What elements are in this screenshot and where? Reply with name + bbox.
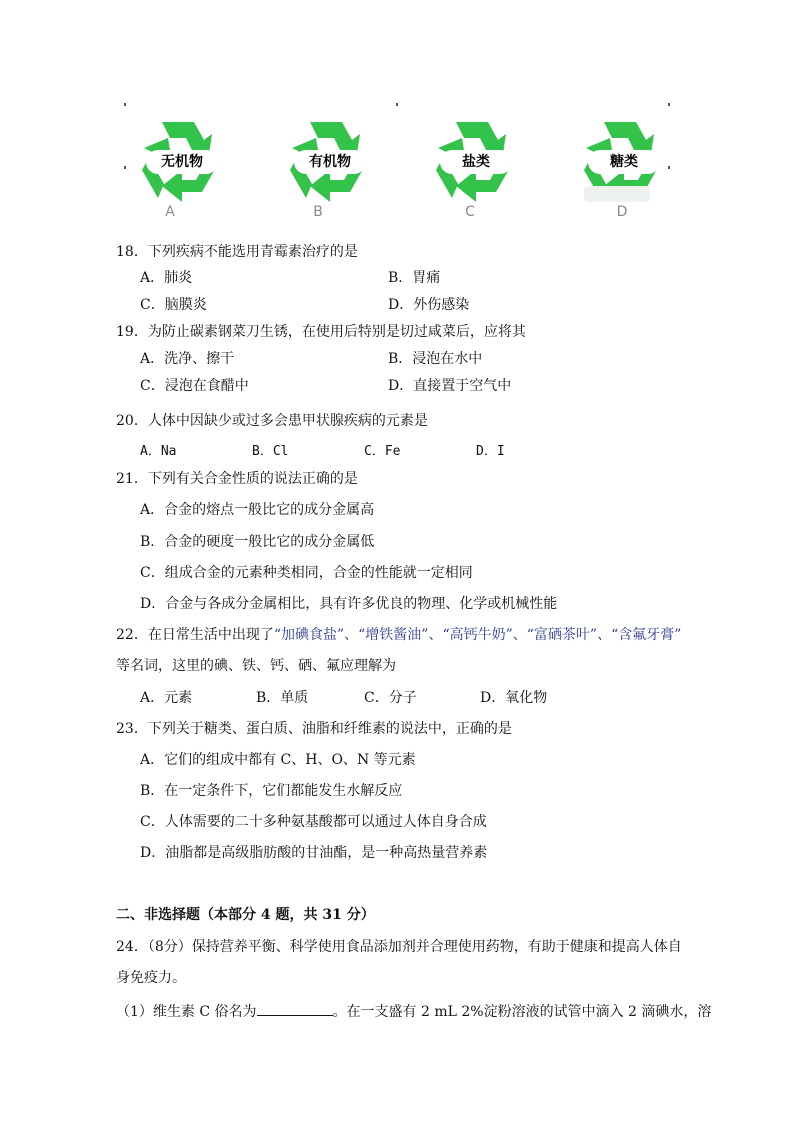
- q21-option-b: B．合金的硬度一般比它的成分金属低: [140, 534, 375, 550]
- logo-label: 糖类: [588, 150, 660, 174]
- q20-option-b: B．Cl: [252, 444, 289, 459]
- question-24-line2: 身免疫力。: [116, 970, 186, 986]
- q23-option-a: A．它们的组成中都有 C、H、O、N 等元素: [140, 752, 416, 768]
- q21-option-a: A．合金的熔点一般比它的成分金属高: [140, 502, 375, 518]
- q23-option-c: C．人体需要的二十多种氨基酸都可以通过人体自身合成: [140, 814, 487, 830]
- question-24-sub1: [116, 1001, 711, 1022]
- question-23-stem: 23．下列关于糖类、蛋白质、油脂和纤维素的说法中，正确的是: [116, 721, 512, 737]
- logo-letter: B: [313, 204, 323, 220]
- scan-mark: [396, 103, 398, 106]
- q24-sub1-suffix: 。在一支盛有 2 mL 2%淀粉溶液的试管中滴入 2 滴碘水，溶: [332, 1004, 712, 1020]
- logo-label: 无机物: [146, 150, 218, 174]
- question-24-line1: 24．（8分）保持营养平衡、科学使用食品添加剂并合理使用药物，有助于健康和提高人体自: [116, 939, 682, 955]
- q20-option-c: C．Fe: [364, 444, 401, 459]
- recycle-logo-a: [132, 112, 232, 212]
- q22-option-d: D．氧化物: [480, 690, 548, 706]
- q19-option-c: C．浸泡在食醋中: [140, 378, 249, 394]
- question-22-stem-line2: 等名词，这里的碘、铁、钙、硒、氟应理解为: [116, 658, 396, 674]
- logo-letter: A: [165, 204, 175, 220]
- q23-option-b: B．在一定条件下，它们都能发生水解反应: [140, 783, 403, 799]
- scan-mark: [124, 103, 126, 106]
- answer-blank[interactable]: [257, 1001, 333, 1016]
- q24-sub1-prefix: （1）维生素 C 俗名为: [116, 1004, 257, 1020]
- question-22-stem: [116, 625, 681, 645]
- q18-option-d: D．外伤感染: [388, 297, 470, 313]
- q22-stem-prefix: 22．在日常生活中出现了: [116, 627, 274, 643]
- q22-option-c: C．分子: [364, 690, 417, 706]
- q19-option-b: B．浸泡在水中: [388, 351, 483, 367]
- question-18-stem: 18．下列疾病不能选用青霉素治疗的是: [116, 244, 358, 260]
- q19-option-a: A．洗净、擦干: [140, 351, 235, 367]
- logo-letter: C: [465, 204, 475, 220]
- q18-option-b: B．胃痛: [388, 270, 441, 286]
- q18-option-c: C．脑膜炎: [140, 297, 207, 313]
- recycle-logo-c: [426, 112, 526, 212]
- q19-option-d: D．直接置于空气中: [388, 378, 512, 394]
- question-21-stem: 21．下列有关合金性质的说法正确的是: [116, 471, 358, 487]
- q22-option-a: A．元素: [140, 690, 193, 706]
- recycle-logo-b: [280, 112, 380, 212]
- q21-option-d: D．合金与各成分金属相比，具有许多优良的物理、化学或机械性能: [140, 596, 558, 612]
- logo-label: 有机物: [294, 150, 366, 174]
- logo-label: 盐类: [440, 150, 512, 174]
- q22-option-b: B．单质: [256, 690, 309, 706]
- q18-option-a: A．肺炎: [140, 270, 193, 286]
- logo-letter: D: [616, 204, 628, 220]
- scan-smudge: [584, 186, 650, 202]
- q21-option-c: C．组成合金的元素种类相同，合金的性能就一定相同: [140, 565, 473, 581]
- question-20-stem: 20．人体中因缺少或过多会患甲状腺疾病的元素是: [116, 413, 428, 429]
- question-19-stem: 19．为防止碳素钢菜刀生锈，在使用后特别是切过咸菜后，应将其: [116, 324, 526, 340]
- q22-stem-quotes: “加碘食盐”、“增铁酱油”、“高钙牛奶”、“富硒茶叶”、“含氟牙膏”: [273, 627, 682, 643]
- q23-option-d: D．油脂都是高级脂肪酸的甘油酯，是一种高热量营养素: [140, 845, 488, 861]
- scan-mark: [668, 103, 670, 106]
- q20-option-d: D．I: [476, 444, 505, 459]
- section-2-title: 二、非选择题（本部分 4 题，共 31 分）: [116, 907, 375, 923]
- scan-mark: [124, 166, 126, 169]
- q20-option-a: A．Na: [140, 444, 177, 459]
